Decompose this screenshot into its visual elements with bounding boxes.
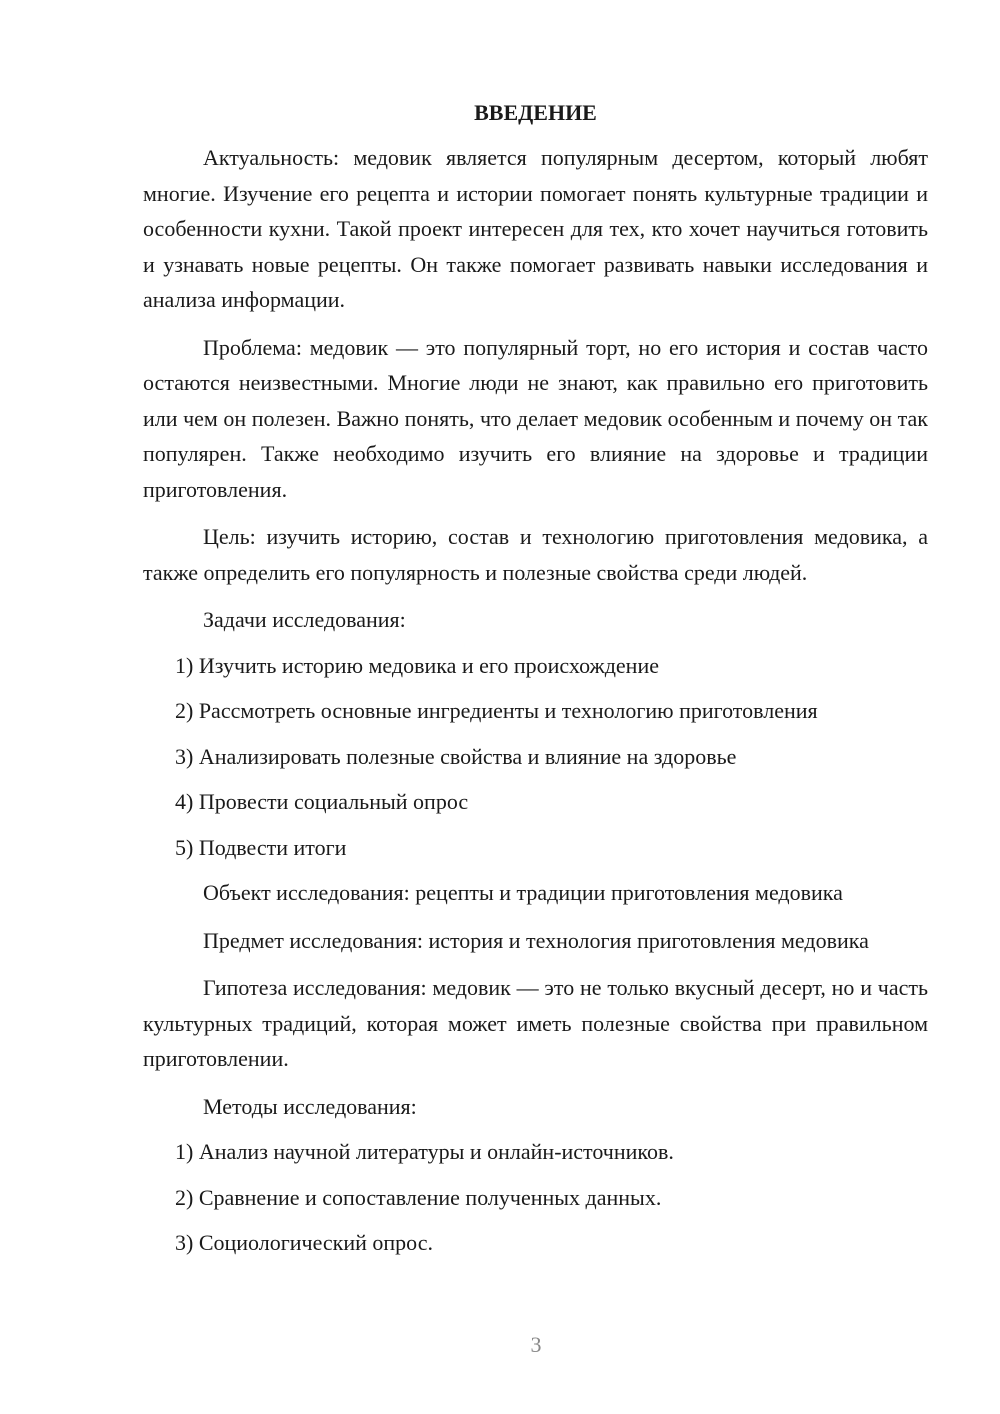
tasks-heading: Задачи исследования: xyxy=(203,607,406,632)
tasks-list xyxy=(143,648,928,866)
method-item: 3) Социологический опрос. xyxy=(175,1230,433,1255)
section-title: ВВЕДЕНИЕ xyxy=(474,100,597,125)
task-item: 5) Подвести итоги xyxy=(175,834,347,860)
task-item: 3) Анализировать полезные свойства и влияние на здоровье xyxy=(175,743,737,769)
page-content xyxy=(143,95,928,1271)
page-number: 3 xyxy=(530,1332,542,1357)
task-item: 2) Рассмотреть основные ингредиенты и технологию приготовления xyxy=(175,698,818,723)
methods-list xyxy=(143,1134,928,1261)
problem-paragraph: Проблема: медовик — это популярный торт, но его история и состав часто остаются неизвестными. Многие люди не знают, как правильно его приготовить или чем он полезен. Важно понять, что делает медовик особенным и почему он так популярен. Также необходимо изучить его влияние на здоровье и традиции приготовления. xyxy=(143,334,928,502)
task-item: 4) Провести социальный опрос xyxy=(175,789,469,814)
method-item: 1) Анализ научной литературы и онлайн-источников. xyxy=(175,1139,674,1164)
method-item: 2) Сравнение и сопоставление полученных данных. xyxy=(175,1184,662,1210)
hypothesis-paragraph: Гипотеза исследования: медовик — это не только вкусный десерт, но и часть культурных традиций, которая может иметь полезные свойства при правильном приготовлении. xyxy=(143,975,928,1071)
task-item: 1) Изучить историю медовика и его происхождение xyxy=(175,652,659,678)
relevance-paragraph: Актуальность: медовик является популярным десертом, который любят многие. Изучение его рецепта и истории помогает понять культурные традиции и особенности кухни. Такой проект интересен для тех, кто хочет научиться готовить и узнавать новые рецепты. Он также помогает развивать навыки исследования и анализа информации. xyxy=(143,145,928,312)
methods-heading: Методы исследования: xyxy=(203,1093,417,1119)
object-paragraph: Объект исследования: рецепты и традиции приготовления медовика xyxy=(203,880,843,905)
subject-paragraph: Предмет исследования: история и технология приготовления медовика xyxy=(203,927,869,953)
goal-paragraph: Цель: изучить историю, состав и технологию приготовления медовика, а также определить его популярность и полезные свойства среди людей. xyxy=(143,524,928,585)
